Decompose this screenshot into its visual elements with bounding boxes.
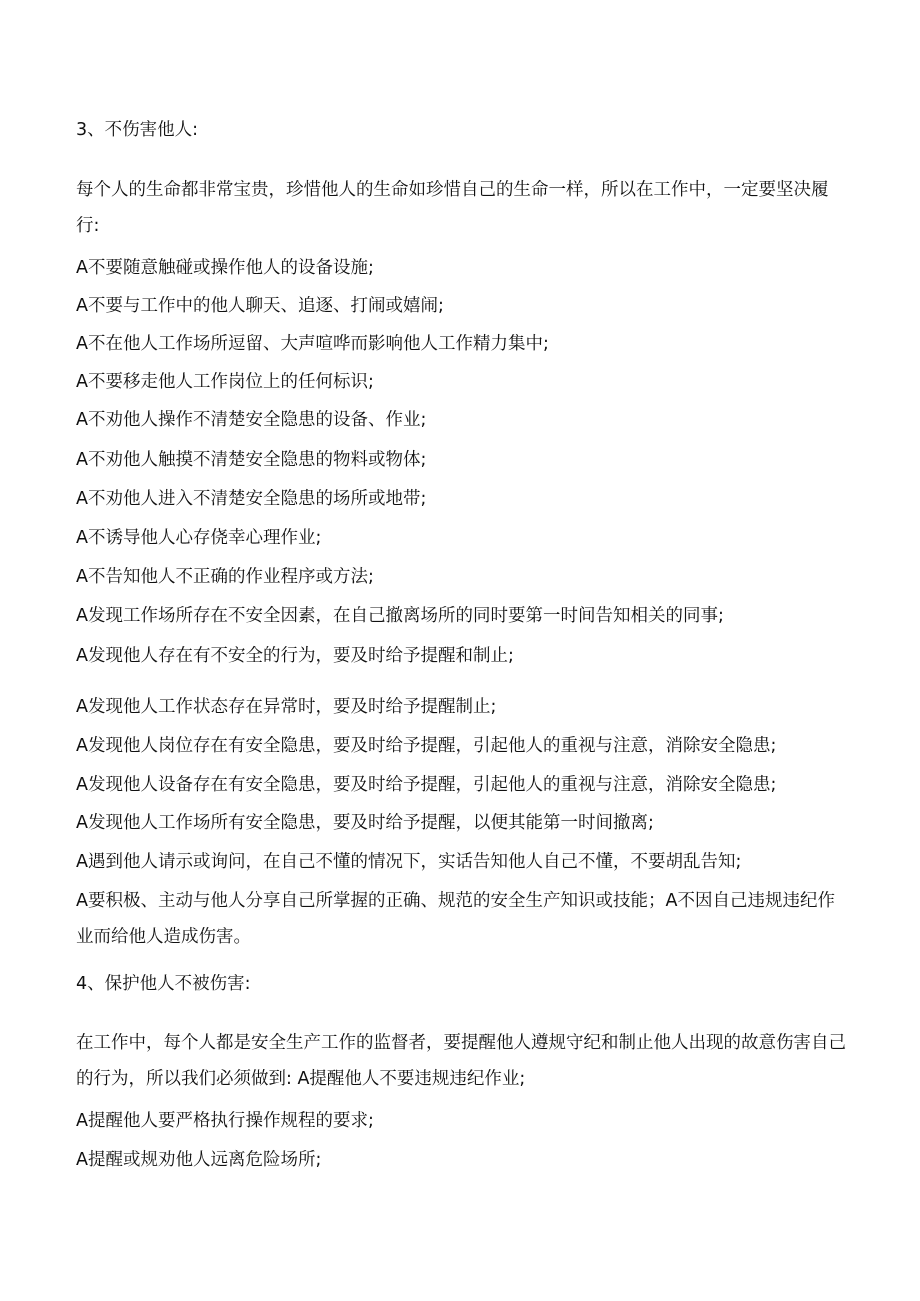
list-item: A提醒或规劝他人远离危险场所;	[76, 1150, 322, 1170]
list-item: A发现工作场所存在不安全因素，在自己撤离场所的同时要第一时间告知相关的同事;	[76, 606, 724, 626]
section-3-intro: 每个人的生命都非常宝贵，珍惜他人的生命如珍惜自己的生命一样，所以在工作中，一定要坚决履行:	[76, 180, 829, 236]
list-item: A发现他人存在有不安全的行为，要及时给予提醒和制止;	[76, 646, 514, 666]
list-item: A不劝他人操作不清楚安全隐患的设备、作业;	[76, 410, 427, 430]
list-item: A不在他人工作场所逗留、大声喧哗而影响他人工作精力集中;	[76, 334, 549, 354]
list-item: A遇到他人请示或询问，在自己不懂的情况下，实话告知他人自己不懂，不要胡乱告知;	[76, 852, 742, 872]
section-4-heading: 4、保护他人不被伤害:	[76, 974, 251, 994]
section-4-intro: 在工作中，每个人都是安全生产工作的监督者，要提醒他人遵规守纪和制止他人出现的故意伤害自己的行为，所以我们必须做到: A提醒他人不要违规违纪作业;	[76, 1033, 846, 1089]
list-item: A不诱导他人心存侥幸心理作业;	[76, 528, 322, 548]
section-3-heading: 3、不伤害他人:	[76, 120, 199, 140]
list-item: A不要与工作中的他人聊天、追逐、打闹或嬉闹;	[76, 296, 444, 316]
list-item: A发现他人工作状态存在异常时，要及时给予提醒制止;	[76, 697, 497, 717]
list-item: A不告知他人不正确的作业程序或方法;	[76, 567, 374, 587]
list-item: A发现他人岗位存在有安全隐患，要及时给予提醒，引起他人的重视与注意，消除安全隐患;	[76, 736, 777, 756]
list-item: A不要移走他人工作岗位上的任何标识;	[76, 372, 374, 392]
list-item-last: A要积极、主动与他人分享自己所掌握的正确、规范的安全生产知识或技能；A不因自己违规违纪作业而给他人造成伤害。	[76, 891, 835, 947]
list-item: A不要随意触碰或操作他人的设备设施;	[76, 258, 374, 278]
list-item: A发现他人设备存在有安全隐患，要及时给予提醒，引起他人的重视与注意，消除安全隐患;	[76, 775, 777, 795]
list-item: A提醒他人要严格执行操作规程的要求;	[76, 1111, 374, 1131]
list-item: A发现他人工作场所有安全隐患，要及时给予提醒，以便其能第一时间撤离;	[76, 813, 654, 833]
list-item: A不劝他人进入不清楚安全隐患的场所或地带;	[76, 489, 427, 509]
list-item: A不劝他人触摸不清楚安全隐患的物料或物体;	[76, 450, 427, 470]
